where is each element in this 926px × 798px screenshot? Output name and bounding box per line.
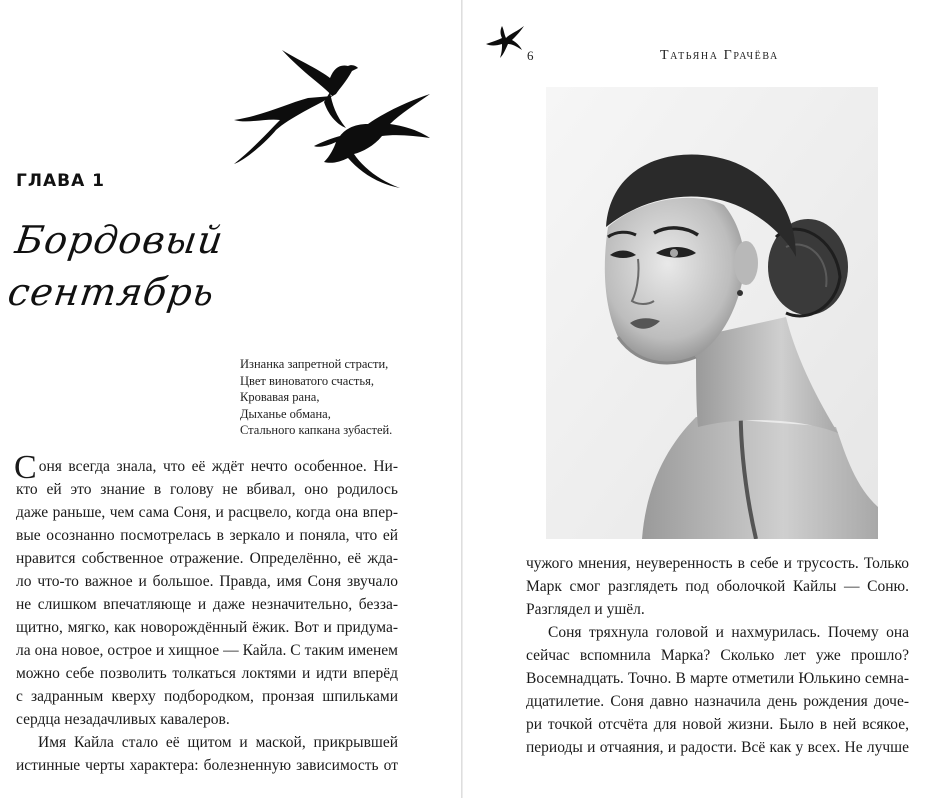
body-line: не слишком впечатляюще и даже незначительно, безза- [16, 596, 398, 613]
body-line: дцатилетие. Соня давно назначила день рождения доче- [526, 693, 909, 710]
epigraph [240, 356, 440, 439]
swallow-icon [484, 22, 526, 60]
body-line: можно себе позволить толкаться локтями и идти вперёд [16, 665, 398, 682]
body-line: ло что-то важное и большое. Правда, имя Соня звучало [16, 573, 398, 590]
body-line: Соня всегда знала, что её ждёт нечто особенное. Ни- [14, 449, 398, 486]
chapter-label: ГЛАВА 1 [16, 171, 105, 191]
body-line: сейчас вспомнила Марка? Сколько лет уже прошло? [526, 647, 909, 664]
body-line: даже раньше, чем сама Соня, и расцвело, когда она впер- [16, 504, 398, 521]
epigraph-line: Стального капкана зубастей. [240, 423, 393, 437]
body-line: ла она новое, острое и хищное — Кайла. С таким именем [16, 642, 398, 659]
book-gutter [461, 0, 463, 798]
body-line: Соня тряхнула головой и нахмурилась. Почему она [548, 624, 909, 641]
epigraph-line: Кровавая рана, [240, 390, 320, 404]
body-line: кто ей это знание в голову не вбивал, оно родилось [16, 481, 398, 498]
body-line: щитно, мягко, как новорождённый ёжик. Вот и придума- [16, 619, 398, 636]
body-line: периоды и отчаяния, и радости. Всё как у всех. Не лучше [526, 739, 909, 756]
swallows-icon [228, 38, 433, 198]
portrait-illustration [546, 87, 878, 539]
left-page [0, 0, 462, 798]
body-line: сердца незадачливых кавалеров. [16, 711, 230, 728]
body-line: Разглядел и ушёл. [526, 601, 645, 618]
drop-cap: С [14, 449, 37, 486]
epigraph-line: Цвет виноватого счастья, [240, 373, 374, 388]
body-line: вые осознанно посмотрелась в зеркало и поняла, что ей [16, 527, 398, 544]
epigraph-line: Дыханье обмана, [240, 406, 331, 421]
chapter-title-line: Бордовый [12, 218, 227, 262]
chapter-title [5, 214, 260, 318]
chapter-title-line: сентябрь [5, 270, 218, 314]
body-text-left [14, 449, 398, 777]
right-page [464, 0, 926, 798]
body-line: нравится собственное отражение. Определённо, её ждa- [16, 550, 398, 567]
epigraph-line: Изнанка запретной страсти, [240, 357, 389, 371]
body-line: Восемнадцать. Точно. В марте отметили Юлькино семна- [526, 670, 909, 687]
body-line: Марк смог разглядеть под оболочкой Кайлы — Соню. [526, 578, 909, 595]
body-text-right [526, 552, 909, 759]
body-line: ри точкой отсчёта для новой жизни. Было в ней всякое, [526, 716, 909, 733]
body-line: с задранным кверху подбородком, пронзая шпильками [16, 688, 398, 705]
body-line: Имя Кайла стало её щитом и маской, прикрывшей [38, 734, 398, 751]
running-head-author: Татьяна Грачёва [660, 48, 779, 63]
body-line: чужого мнения, неуверенность в себе и трусость. Только [526, 555, 909, 572]
body-line: истинные черты характера: болезненную зависимость от [16, 757, 398, 774]
page-number: 6 [527, 48, 534, 63]
